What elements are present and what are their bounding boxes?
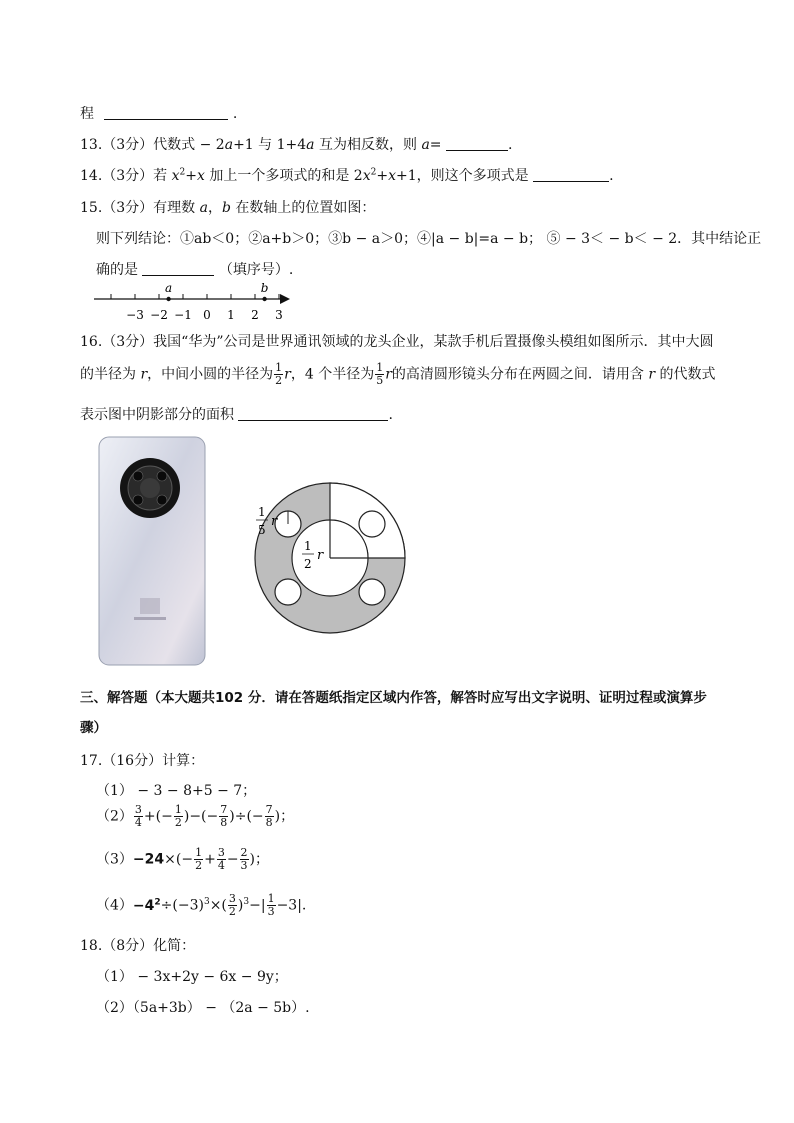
small-lens-circle xyxy=(359,511,385,537)
var-r: r xyxy=(284,366,291,383)
q15-ask xyxy=(96,259,293,279)
label-half-num: 1 xyxy=(304,539,312,553)
label-r: r xyxy=(317,548,324,563)
fraction: $\frac{3}{2}$ xyxy=(228,892,236,918)
answer-blank[interactable] xyxy=(238,406,388,421)
q12-tail xyxy=(80,103,237,123)
fraction: $\frac{1}{2}$ xyxy=(174,803,182,829)
question-13 xyxy=(80,134,512,154)
var-r: r xyxy=(385,366,392,383)
var-b: b xyxy=(221,200,231,216)
denominator: 2 xyxy=(275,374,283,387)
section-3-heading-2: 骤） xyxy=(80,720,107,736)
tick-label: 0 xyxy=(203,308,211,322)
fraction-half xyxy=(274,362,283,387)
label-fifth-num: 1 xyxy=(258,505,266,519)
q15-conclusions: 则下列结论：①ab＜0；②a+b＞0；③b − a＞0；④|a − b|=a − b； ⑤ − 3＜ − b＜ − 2．其中结论正 xyxy=(96,231,762,247)
q18-part-1: （1） − 3x+2y − 6x − 9y； xyxy=(96,969,288,985)
fraction: $\frac{1}{2}$ xyxy=(195,846,203,872)
tick-label: 3 xyxy=(275,308,283,322)
q12-prefix: 程 xyxy=(80,106,94,122)
answer-blank[interactable] xyxy=(533,167,609,182)
denominator: 5 xyxy=(376,374,384,387)
fraction: $\frac{1}{3}$ xyxy=(267,892,275,918)
small-lens-circle xyxy=(275,579,301,605)
exponent: 2 xyxy=(370,167,377,178)
var-a: a xyxy=(306,137,315,153)
var-a: a xyxy=(199,200,208,216)
q17-part-3: （3）−24×(− $\frac{1}{2}$ + $\frac{3}{4}$ − $\frac{2}{3}$ )； xyxy=(96,846,270,872)
q16-text: 的半径为 xyxy=(80,366,141,383)
q16-text-6: 表示图中阴影部分的面积 xyxy=(80,407,239,423)
label-r: r xyxy=(271,514,278,529)
tick-label: −3 xyxy=(126,308,144,322)
period: . xyxy=(507,137,513,153)
q17-part-4: $(4)-4^2\div(-3)^3\times$( $\frac{3}{2}$ )$^3$−| $\frac{1}{3}$ −3|. xyxy=(96,892,307,918)
q13-text: 13.（3分）代数式 − 2 xyxy=(80,137,225,153)
var-a: a xyxy=(421,137,430,153)
answer-blank[interactable] xyxy=(446,136,508,151)
q16-text-3: ，4 个半径为 xyxy=(290,366,375,383)
answer-blank[interactable] xyxy=(142,261,214,276)
fraction-fifth xyxy=(375,362,384,387)
q15-text: 15.（3分）有理数 xyxy=(80,200,200,216)
q15-ask-end: （填序号）. xyxy=(218,262,294,278)
lens-icon xyxy=(157,495,167,505)
fraction: $\frac{7}{8}$ xyxy=(220,803,228,829)
lens-diagram xyxy=(250,478,410,638)
plus: + xyxy=(376,168,389,184)
question-15 xyxy=(80,197,375,217)
q17-part-2: （2） $\frac{3}{4}$ +(− $\frac{1}{2}$ )−(− $\frac{7}{8}$ )÷(− $\frac{7}{8}$ )； xyxy=(96,803,295,829)
tick-label: −1 xyxy=(174,308,192,322)
label-fifth-den: 5 xyxy=(258,523,266,537)
period: . xyxy=(232,106,238,122)
q14-text-2: 加上一个多项式的和是 2 xyxy=(204,168,363,184)
fraction: $\frac{3}{4}$ xyxy=(134,803,142,829)
lens-icon xyxy=(133,495,143,505)
tick-label: 2 xyxy=(251,308,259,322)
lens-icon xyxy=(157,471,167,481)
q17-heading: 17.（16分）计算： xyxy=(80,753,205,769)
q17-part-1: （1） − 3 − 8+5 − 7； xyxy=(96,783,257,799)
part-label: （2） xyxy=(96,808,133,825)
question-14 xyxy=(80,165,614,185)
fraction: $\frac{2}{3}$ xyxy=(240,846,248,872)
exponent: 2 xyxy=(179,167,186,178)
small-lens-circle xyxy=(359,579,385,605)
equals: = xyxy=(429,137,442,153)
tick-label: −2 xyxy=(150,308,168,322)
part-label: （4） xyxy=(96,897,133,914)
q13-text-2: +1 与 1+4 xyxy=(233,137,307,153)
section-3-heading: 三、解答题（本大题共102 分．请在答题纸指定区域内作答，解答时应写出文字说明、证明过程或演算步 xyxy=(80,690,707,706)
comma: ， xyxy=(207,200,222,216)
plus: + xyxy=(185,168,197,184)
part-label: （3） xyxy=(96,851,133,868)
q14-text: 14.（3分）若 xyxy=(80,168,172,184)
point-b xyxy=(262,297,266,301)
q16-line1: 16.（3分）我国“华为”公司是世界通讯领域的龙头企业，某款手机后置摄像头模组如图所示．其中大圆 xyxy=(80,334,714,350)
q16-text-4: 的高清圆形镜头分布在两圆之间．请用含 xyxy=(391,366,649,383)
q16-text-5: 的代数式 xyxy=(655,366,716,383)
point-label-b: b xyxy=(260,283,269,295)
numerator: 1 xyxy=(275,361,283,374)
number-line-figure xyxy=(92,283,302,325)
q16-line3 xyxy=(80,404,393,424)
period: . xyxy=(388,407,393,423)
brand-logo xyxy=(140,598,160,614)
label-half-den: 2 xyxy=(304,557,312,571)
q16-line2 xyxy=(80,362,716,387)
q14-text-3: +1，则这个多项式是 xyxy=(396,168,534,184)
phone-photo xyxy=(98,436,208,668)
q16-text-2: ，中间小圆的半径为 xyxy=(147,366,274,383)
q13-text-3: 互为相反数，则 xyxy=(314,137,422,153)
arrow-head-icon xyxy=(280,294,290,304)
q18-part-2: （2）（5a+3b） − （2a − 5b）. xyxy=(96,1000,310,1016)
brand-text-mark xyxy=(134,617,166,620)
var-a: a xyxy=(224,137,234,153)
lens-icon xyxy=(133,471,143,481)
period: . xyxy=(609,168,614,184)
point-a xyxy=(166,297,170,301)
q18-heading: 18.（8分）化简： xyxy=(80,938,196,954)
answer-blank[interactable] xyxy=(104,105,228,120)
camera-center xyxy=(140,478,160,498)
fraction: $\frac{7}{8}$ xyxy=(265,803,273,829)
var-r: r xyxy=(648,366,656,383)
var-x: x xyxy=(197,168,205,184)
fraction: $\frac{3}{4}$ xyxy=(217,846,225,872)
point-label-a: a xyxy=(165,283,173,295)
numerator: 1 xyxy=(376,361,384,374)
var-x: x xyxy=(362,168,371,184)
tick-label: 1 xyxy=(227,308,235,322)
var-r: r xyxy=(140,366,148,383)
q15-text-2: 在数轴上的位置如图： xyxy=(230,200,376,216)
var-x: x xyxy=(171,168,180,184)
var-x: x xyxy=(388,168,396,184)
q15-ask-text: 确的是 xyxy=(96,262,143,278)
